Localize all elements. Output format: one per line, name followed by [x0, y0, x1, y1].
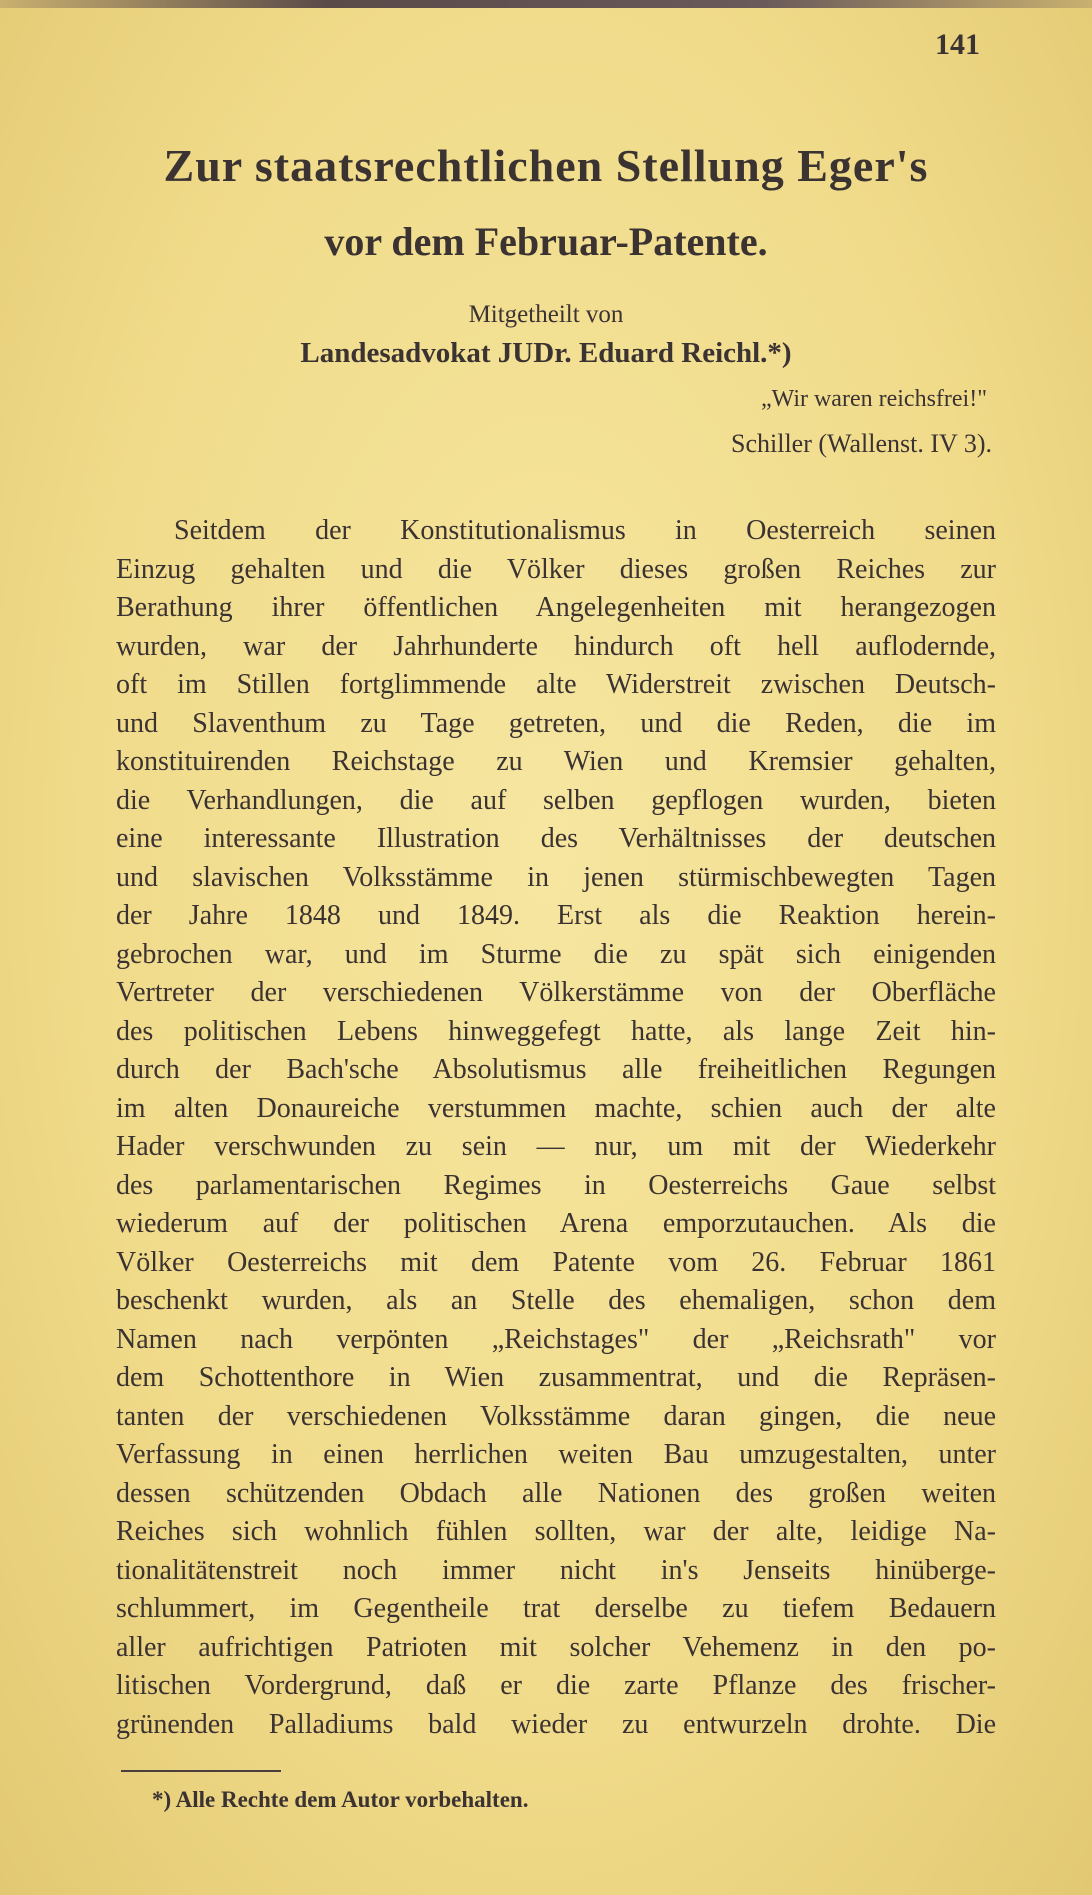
text-line: des parlamentarischen Regimes in Oesterreichs Gaue selbst [116, 1169, 996, 1201]
epigraph-source: Schiller (Wallenst. IV 3). [731, 429, 992, 458]
article-title: Zur staatsrechtlichen Stellung Eger's [163, 140, 929, 191]
page-top-edge [0, 0, 1092, 8]
text-line: durch der Bach'sche Absolutismus alle freiheitlichen Regungen [116, 1054, 996, 1085]
text-line: Seitdem der Konstitutionalismus in Oesterreich seinen [174, 515, 996, 546]
text-line: Verfassung in einen herrlichen weiten Bau umzugestalten, unter [116, 1439, 996, 1470]
text-line: schlummert, im Gegentheile trat derselbe zu tiefem Bedauern [116, 1593, 996, 1624]
text-line: Völker Oesterreichs mit dem Patente vom 26. Februar 1861 [116, 1246, 996, 1278]
footnote-divider [121, 1770, 281, 1772]
text-line: beschenkt wurden, als an Stelle des ehemaligen, schon dem [116, 1285, 996, 1316]
text-line: Reiches sich wohnlich fühlen sollten, war der alte, leidige Na- [116, 1516, 996, 1547]
text-line: Namen nach verpönten „Reichstages" der „Reichsrath" vor [116, 1323, 996, 1355]
text-line: gebrochen war, und im Sturme die zu spät sich einigenden [116, 938, 996, 970]
text-line: und Slaventhum zu Tage getreten, und die Reden, die im [116, 707, 996, 739]
communicated-by: Mitgetheilt von [468, 301, 624, 328]
text-line: tionalitätenstreit noch immer nicht in's Jenseits hinüberge- [116, 1554, 996, 1586]
epigraph-quote: „Wir waren reichsfrei!" [760, 386, 987, 412]
text-line: im alten Donaureiche verstummen machte, schien auch der alte [116, 1092, 996, 1124]
page-number: 141 [935, 28, 980, 61]
text-line: dem Schottenthore in Wien zusammentrat, und die Repräsen- [116, 1362, 996, 1393]
text-line: eine interessante Illustration des Verhältnisses der deutschen [116, 823, 996, 854]
text-line: Vertreter der verschiedenen Völkerstämme von der Oberfläche [116, 977, 996, 1008]
text-line: oft im Stillen fortglimmende alte Widerstreit zwischen Deutsch- [116, 669, 996, 700]
footnote: *) Alle Rechte dem Autor vorbehalten. [152, 1787, 529, 1812]
text-line: aller aufrichtigen Patrioten mit solcher Vehemenz in den po- [116, 1631, 996, 1663]
text-line: Hader verschwunden zu sein — nur, um mit der Wiederkehr [116, 1131, 996, 1162]
text-line: die Verhandlungen, die auf selben gepflogen wurden, bieten [116, 784, 996, 816]
text-line: Einzug gehalten und die Völker dieses großen Reiches zur [116, 553, 996, 585]
text-line: litischen Vordergrund, daß er die zarte Pflanze des frischer- [116, 1670, 996, 1701]
text-line: der Jahre 1848 und 1849. Erst als die Reaktion herein- [116, 900, 996, 931]
text-line: des politischen Lebens hinweggefegt hatte, als lange Zeit hin- [116, 1015, 996, 1047]
text-line: tanten der verschiedenen Volksstämme daran gingen, die neue [116, 1400, 996, 1432]
article-subtitle: vor dem Februar-Patente. [324, 219, 768, 264]
body-text [116, 512, 996, 1744]
text-line: wiederum auf der politischen Arena emporzutauchen. Als die [116, 1208, 996, 1239]
text-line: dessen schützenden Obdach alle Nationen des großen weiten [116, 1477, 996, 1509]
text-line: wurden, war der Jahrhunderte hindurch oft hell auflodernde, [116, 630, 996, 662]
author: Landesadvokat JUDr. Eduard Reichl.*) [300, 337, 792, 369]
text-line: konstituirenden Reichstage zu Wien und Kremsier gehalten, [116, 746, 996, 777]
text-line: Berathung ihrer öffentlichen Angelegenheiten mit herangezogen [116, 592, 996, 623]
text-line: und slavischen Volksstämme in jenen stürmischbewegten Tagen [116, 861, 996, 893]
text-line: grünenden Palladiums bald wieder zu entwurzeln drohte. Die [116, 1708, 996, 1740]
